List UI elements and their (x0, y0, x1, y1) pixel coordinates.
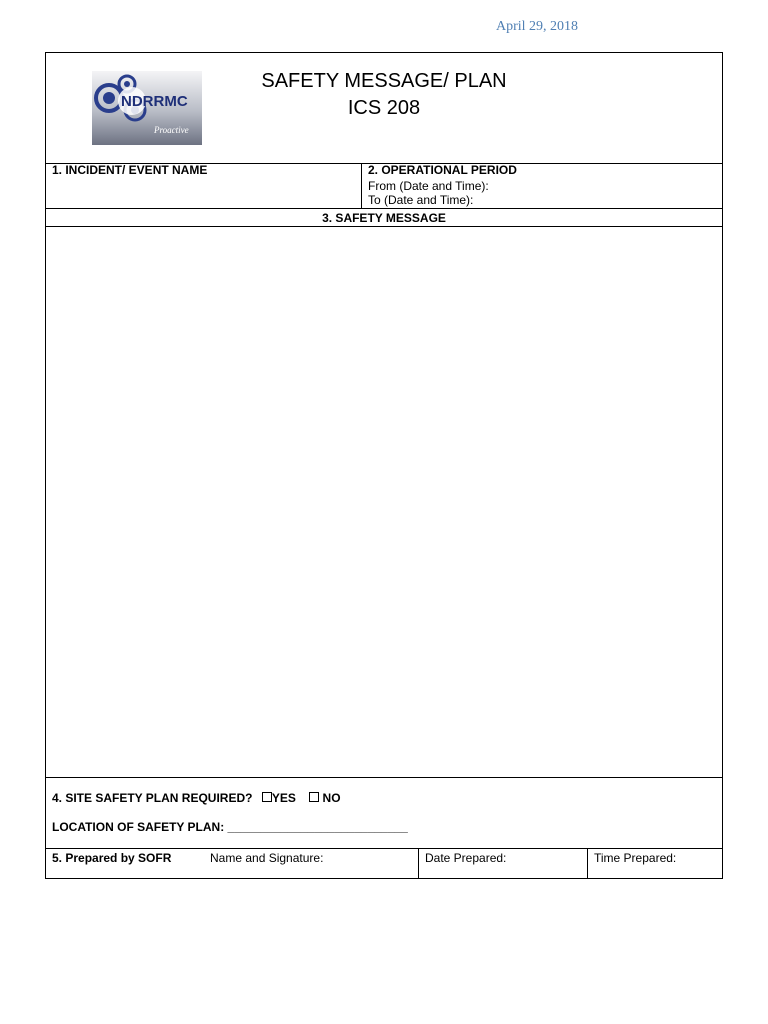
from-date-time-label: From (Date and Time): (368, 179, 489, 193)
divider (418, 848, 419, 879)
logo-text: NDRRMC (121, 93, 188, 110)
document-date: April 29, 2018 (496, 19, 579, 34)
yes-label: YES (271, 791, 296, 805)
divider (46, 208, 722, 209)
form-title: SAFETY MESSAGE/ PLAN (261, 70, 507, 92)
safety-message-area[interactable] (46, 227, 722, 776)
form-number: ICS 208 (347, 97, 421, 119)
no-label: NO (322, 791, 341, 805)
to-date-time-label: To (Date and Time): (368, 193, 474, 207)
time-prepared-field[interactable]: Time Prepared: (594, 851, 677, 865)
checkbox-icon (262, 792, 272, 802)
divider (361, 163, 362, 208)
divider (46, 777, 722, 778)
location-of-safety-plan[interactable]: LOCATION OF SAFETY PLAN: ___________________________ (52, 820, 408, 834)
name-signature-field[interactable]: Name and Signature: (210, 851, 324, 865)
date-prepared-field[interactable]: Date Prepared: (425, 851, 507, 865)
logo-tagline: Proactive (154, 125, 189, 135)
site-safety-plan-row (52, 791, 341, 805)
divider (46, 848, 722, 849)
incident-name-label: 1. INCIDENT/ EVENT NAME (52, 163, 208, 177)
operational-period-label: 2. OPERATIONAL PERIOD (368, 163, 517, 177)
safety-message-label: 3. SAFETY MESSAGE (322, 211, 446, 225)
prepared-by-label: 5. Prepared by SOFR (52, 851, 172, 865)
site-safety-plan-question: 4. SITE SAFETY PLAN REQUIRED? (52, 791, 253, 805)
no-checkbox[interactable] (309, 791, 340, 805)
divider (587, 848, 588, 879)
yes-checkbox[interactable] (262, 791, 299, 805)
ics-208-form (45, 52, 723, 879)
checkbox-icon (309, 792, 319, 802)
